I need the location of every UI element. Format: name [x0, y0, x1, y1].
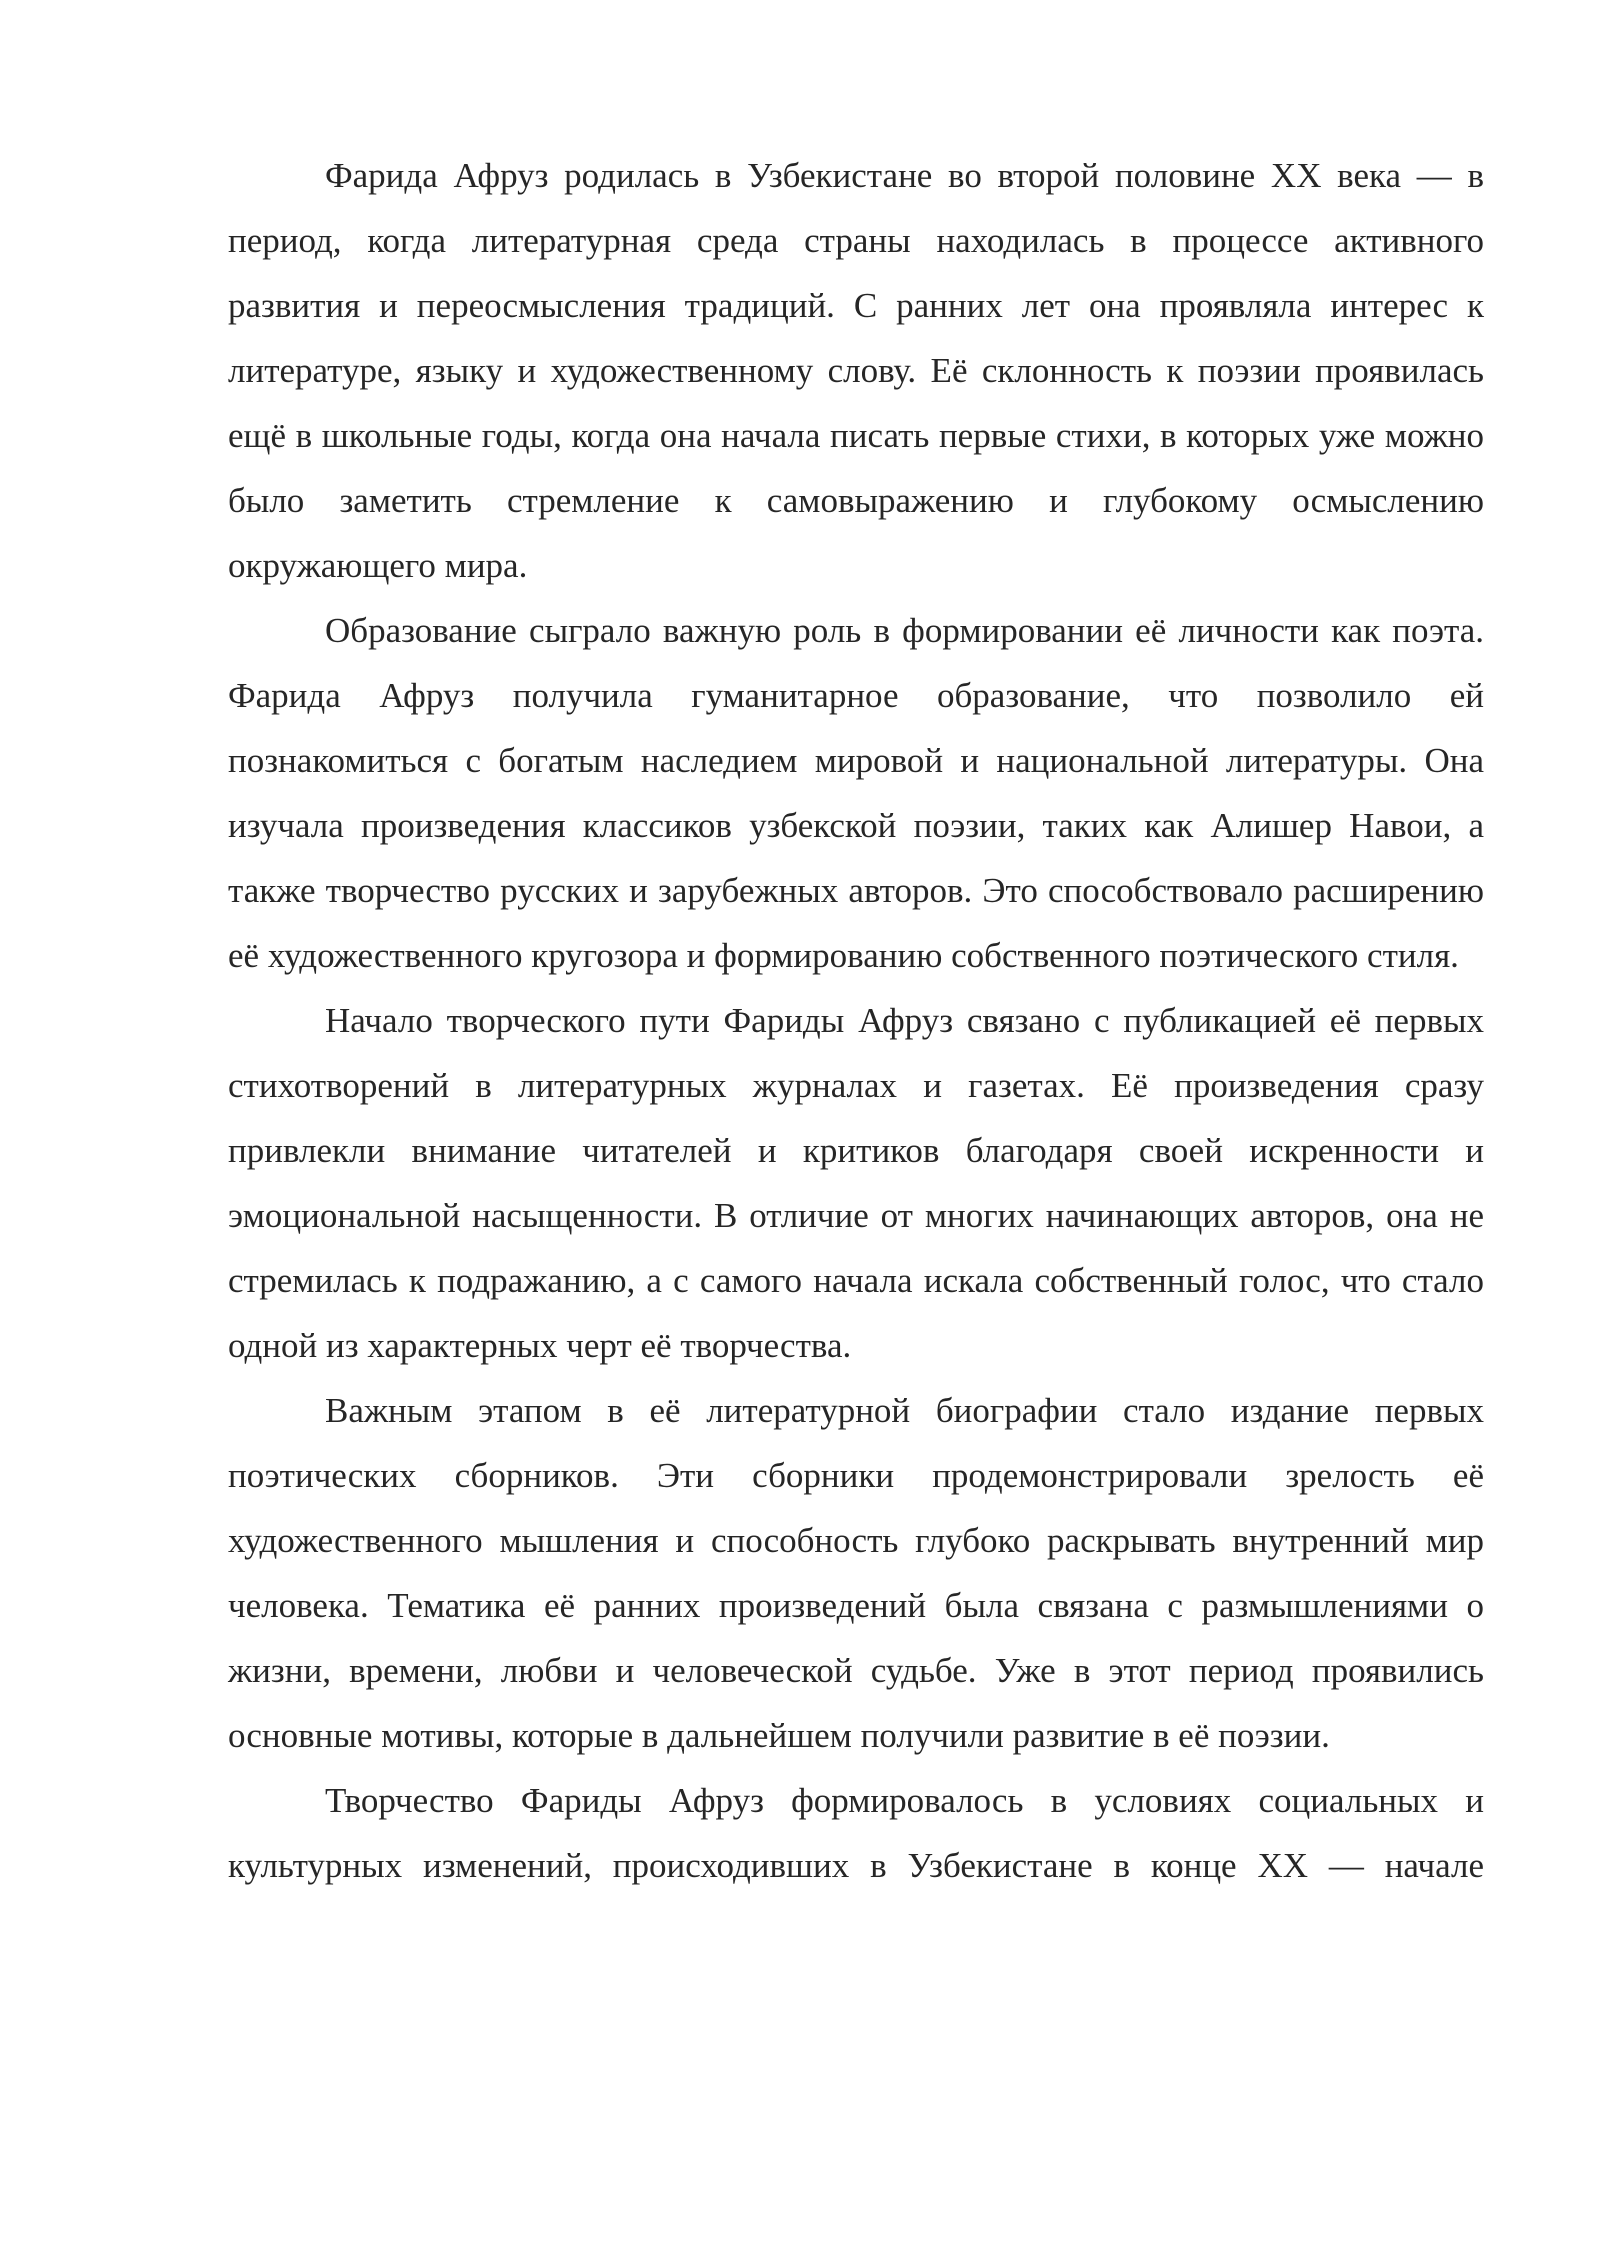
paragraph-2: Образование сыграло важную роль в формировании её личности как поэта. Фарида Афруз получила гуманитарное образование, что позволило ей познакомиться с богатым наследием мировой и национальной литературы. Она изучала произведения классиков узбекской поэзии, таких как Алишер Навои, а также творчество русских и зарубежных авторов. Это способствовало расширению её художественного кругозора и формированию собственного поэтического стиля. — [228, 611, 1484, 975]
paragraph-3: Начало творческого пути Фариды Афруз связано с публикацией её первых стихотворений в литературных журналах и газетах. Её произведения сразу привлекли внимание читателей и критиков благодаря своей искренности и эмоциональной насыщенности. В отличие от многих начинающих авторов, она не стремилась к подражанию, а с самого начала искала собственный голос, что стало одной из характерных черт её творчества. — [228, 1001, 1484, 1365]
paragraph-4: Важным этапом в её литературной биографии стало издание первых поэтических сборников. Эти сборники продемонстрировали зрелость её художественного мышления и способность глубоко раскрывать внутренний мир человека. Тематика её ранних произведений была связана с размышлениями о жизни, времени, любви и человеческой судьбе. Уже в этот период проявились основные мотивы, которые в дальнейшем получили развитие в её поэзии. — [228, 1391, 1484, 1755]
document-body — [228, 143, 1484, 1898]
paragraph-1: Фарида Афруз родилась в Узбекистане во второй половине XX века — в период, когда литературная среда страны находилась в процессе активного развития и переосмысления традиций. С ранних лет она проявляла интерес к литературе, языку и художественному слову. Её склонность к поэзии проявилась ещё в школьные годы, когда она начала писать первые стихи, в которых уже можно было заметить стремление к самовыражению и глубокому осмыслению окружающего мира. — [228, 156, 1484, 585]
paragraph-5: Творчество Фариды Афруз формировалось в условиях социальных и культурных изменений, происходивших в Узбекистане в конце XX — начале — [228, 1781, 1484, 1885]
